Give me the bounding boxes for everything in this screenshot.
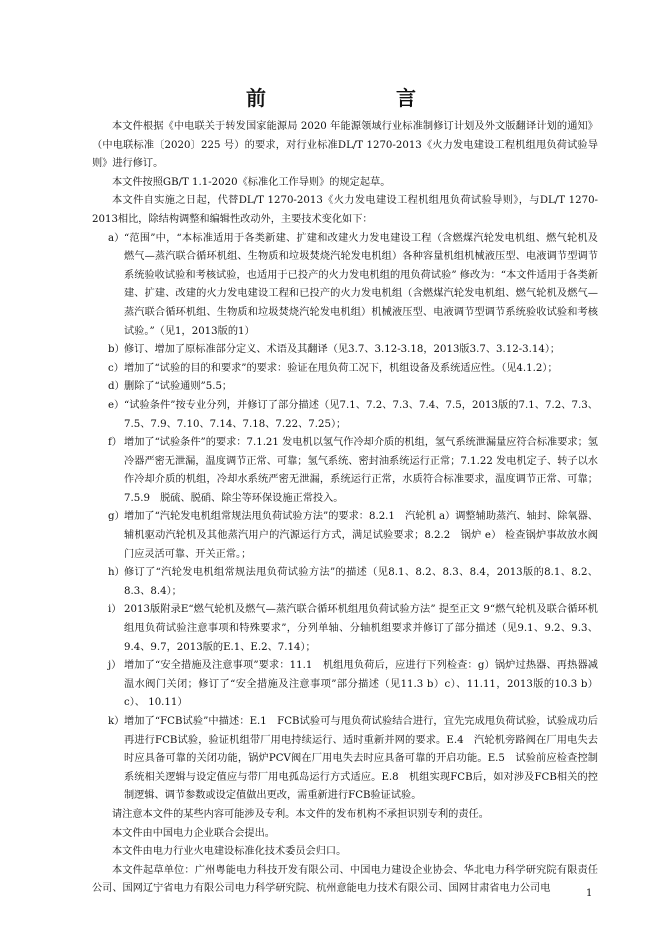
change-marker: j） — [108, 660, 122, 672]
change-item-f — [92, 434, 598, 508]
change-marker: c） — [108, 362, 124, 374]
intro-paragraph-2: 本文件按照GB/T 1.1-2020《标准化工作导则》的规定起草。 — [112, 176, 391, 188]
change-item-c — [92, 360, 598, 379]
change-item-e — [92, 397, 598, 434]
change-item-h — [92, 564, 598, 601]
change-list — [92, 230, 598, 806]
change-text: 增加了“安全措施及注意事项”要求：11.1 机组甩负荷后，应进行下列检查：g）锅炉过热器、再热器减温水阀门关闭；修订了“安全措施及注意事项”部分描述（见11.3 b）c）、11.11，2013版的10.3 b）c）、 10.11） — [124, 660, 598, 709]
change-text: 2013版附录E“燃气轮机及燃气—蒸汽联合循环机组甩负荷试验方法” 提至正文 9“燃气轮机及联合循环机组甩负荷试验注意事项和特殊要求”，分列单轴、分轴机组要求并修订了部分描述（见9.1、9.2、9.3、9.4、9.7，2013版的E.1、E.2、7.14）； — [124, 604, 598, 653]
change-text: 修订了“汽轮发电机组常规法甩负荷试验方法”的描述（见8.1、8.2、8.3、8.4，2013版的8.1、8.2、8.3、8.4）； — [124, 567, 598, 597]
committee-statement: 本文件由电力行业火电建设标准化技术委员会归口。 — [112, 846, 347, 858]
proposer-statement: 本文件由中国电力企业联合会提出。 — [112, 827, 275, 839]
change-item-i — [92, 601, 598, 657]
change-marker: i） — [108, 604, 122, 616]
change-item-g — [92, 508, 598, 564]
change-item-b — [92, 341, 598, 360]
change-item-j — [92, 657, 598, 713]
change-text: 增加了“试验的目的和要求”的要求：验证在甩负荷工况下，机组设备及系统适应性。（见4.1.2）； — [124, 362, 558, 374]
change-marker: e） — [108, 399, 125, 411]
drafting-units: 本文件起草单位：广州粤能电力科技开发有限公司、中国电力建设企业协会、华北电力科学研究院有限责任公司、国网辽宁省电力有限公司电力科学研究院、杭州意能电力技术有限公司、国网甘肃省电力公司电 — [92, 864, 598, 895]
document-body — [92, 118, 598, 899]
change-marker: a） — [108, 232, 125, 244]
change-marker: d） — [108, 381, 125, 393]
change-text: “范围”中，“本标准适用于各类新建、扩建和改建火力发电建设工程（含燃煤汽轮发电机组、燃气轮机及燃气—蒸汽联合循环机组、生物质和垃圾焚烧汽轮发电机组）各种容量机组机械液压型、电液调节型调节系统验收试验和考核试验，也适用于已投产的火力发电机组的甩负荷试验” 修改为：“本文件适用于各类新建、扩建、改建的火力发电建设工程和已投产的火力发电机组（含燃煤汽轮发电机组、燃气轮机及燃气—蒸汽联合循环机组、生物质和垃圾焚烧汽轮发电机组）机械液压型、电液调节型调节系统验收试验和考核试验。”（见1，2013版的1） — [124, 232, 598, 337]
change-text: 增加了“试验条件”的要求：7.1.21 发电机以氢气作冷却介质的机组，氢气系统泄漏量应符合标准要求；氢冷器严密无泄漏，温度调节正常、可靠；氢气系统、密封油系统运行正常；7.1.22 发电机定子、转子以水作冷却介质的机组，冷却水系统严密无泄漏，系统运行正常，水质符合标准要求，温度调节正常、可靠；7.5.9 脱硫、脱硝、除尘等环保设施正常投入。 — [124, 437, 598, 504]
change-marker: f） — [108, 437, 122, 449]
change-text: 增加了“汽轮发电机组常规法甩负荷试验方法”的要求：8.2.1 汽轮机 a）调整辅助蒸汽、轴封、除氧器、辅机驱动汽轮机及其他蒸汽用户的汽源运行方式，满足试验要求；8.2.2 锅炉 e） 检查锅炉事故放水阀门应灵活可靠、开关正常。； — [124, 511, 598, 560]
change-marker: b） — [108, 344, 125, 356]
change-text: 修订、增加了原标准部分定义、术语及其翻译（见3.7、3.12-3.18，2013版3.7、3.12-3.14）； — [124, 344, 561, 356]
change-marker: g） — [108, 511, 125, 523]
change-text: “试验条件”按专业分列，并修订了部分描述（见7.1、7.2、7.3、7.4、7.5，2013版的7.1、7.2、7.3、7.5、7.9、7.10、7.14、7.18、7.22、7.25）； — [124, 399, 598, 430]
patent-notice: 请注意本文件的某些内容可能涉及专利。本文件的发布机构不承担识别专利的责任。 — [112, 808, 489, 820]
change-marker: h） — [108, 567, 125, 579]
page-number: 1 — [586, 888, 593, 899]
change-item-a — [92, 230, 598, 342]
intro-paragraph-1: 本文件根据《中电联关于转发国家能源局 2020 年能源领域行业标准制修订计划及外文版翻译计划的通知》（中电联标准〔2020〕225 号）的要求，对行业标准DL/T 1270-2013《火力发电建设工程机组甩负荷试验导则》进行修订。 — [92, 121, 598, 170]
intro-paragraph-3: 本文件自实施之日起，代替DL/T 1270-2013《火力发电建设工程机组甩负荷试验导则》，与DL/T 1270-2013相比，除结构调整和编辑性改动外，主要技术变化如下： — [92, 195, 598, 225]
change-text: 删除了“试验通则”5.5； — [124, 381, 233, 393]
change-item-d — [92, 378, 598, 397]
change-item-k — [92, 713, 598, 806]
change-marker: k） — [108, 716, 125, 727]
page-title: 前 言 — [246, 86, 446, 110]
change-text: 增加了“FCB试验”中描述：E.1 FCB试验可与甩负荷试验结合进行，宜先完成甩负荷试验，试验成功后再进行FCB试验，验证机组带厂用电持续运行、适时重新并网的要求。E.4 汽轮机旁路阀在厂用电失去时应具备可靠的关闭功能，锅炉PCV阀在厂用电失去时应具备可靠的开启功能。E.5 试验前应检查控制系统相关逻辑与设定值应与带厂用电孤岛运行方式适应。E.8 机组实现FCB后，如对涉及FCB相关的控制逻辑、调节参数或设定值做出更改，需重新进行FCB验证试验。 — [124, 716, 598, 802]
